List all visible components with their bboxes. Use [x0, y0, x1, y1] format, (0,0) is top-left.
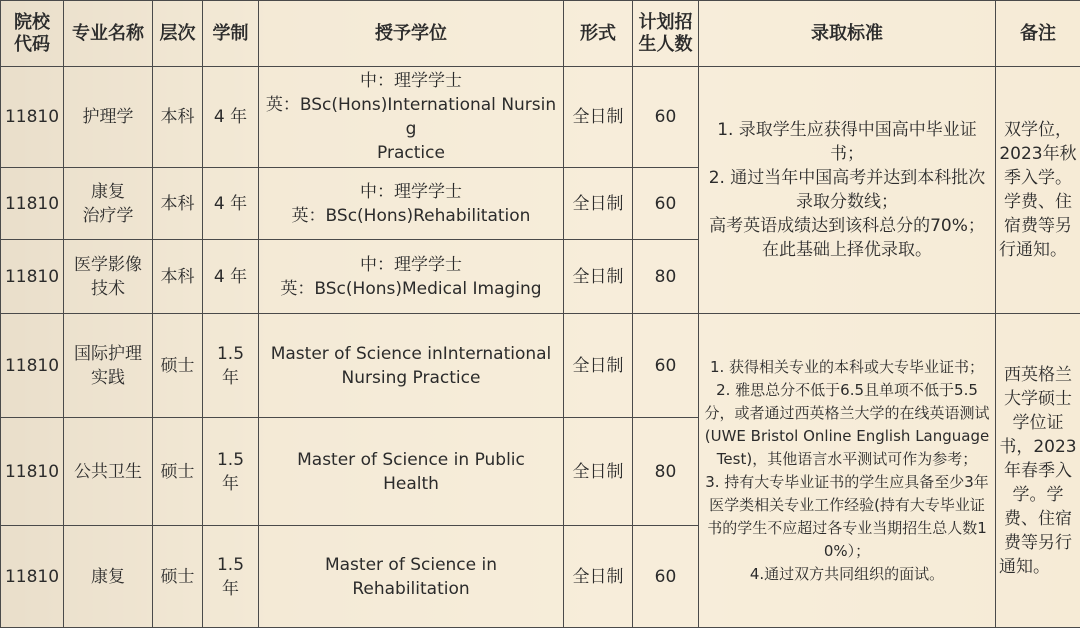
level-cell: 硕士 [153, 526, 203, 628]
table-row [1, 314, 1080, 418]
level-cell: 硕士 [153, 418, 203, 526]
school-code-cell: 11810 [1, 67, 64, 168]
mode-cell: 全日制 [564, 418, 633, 526]
major-cell: 公共卫生 [64, 418, 153, 526]
degree-cell: 中：理学学士 英：BSc(Hons)International Nursing Practice [259, 67, 564, 168]
duration-cell: 4 年 [203, 168, 259, 240]
school-code-cell: 11810 [1, 314, 64, 418]
header-level: 层次 [153, 1, 203, 67]
duration-cell: 4 年 [203, 240, 259, 314]
level-cell: 本科 [153, 240, 203, 314]
major-cell: 国际护理 实践 [64, 314, 153, 418]
mode-cell: 全日制 [564, 168, 633, 240]
major-cell: 护理学 [64, 67, 153, 168]
mode-cell: 全日制 [564, 240, 633, 314]
quota-cell: 60 [633, 168, 699, 240]
mode-cell: 全日制 [564, 526, 633, 628]
school-code-cell: 11810 [1, 240, 64, 314]
level-cell: 本科 [153, 67, 203, 168]
major-cell: 医学影像 技术 [64, 240, 153, 314]
header-criteria: 录取标准 [699, 1, 996, 67]
duration-cell: 1.5 年 [203, 526, 259, 628]
level-cell: 本科 [153, 168, 203, 240]
degree-cell: 中：理学学士 英：BSc(Hons)Rehabilitation [259, 168, 564, 240]
header-duration: 学制 [203, 1, 259, 67]
quota-cell: 60 [633, 526, 699, 628]
school-code-cell: 11810 [1, 418, 64, 526]
degree-cell: 中：理学学士 英：BSc(Hons)Medical Imaging [259, 240, 564, 314]
header-remark: 备注 [996, 1, 1080, 67]
mode-cell: 全日制 [564, 314, 633, 418]
header-school-code: 院校 代码 [1, 1, 64, 67]
major-cell: 康复 治疗学 [64, 168, 153, 240]
header-major: 专业名称 [64, 1, 153, 67]
major-cell: 康复 [64, 526, 153, 628]
quota-cell: 80 [633, 418, 699, 526]
quota-cell: 60 [633, 67, 699, 168]
level-cell: 硕士 [153, 314, 203, 418]
criteria-undergrad-cell: 1. 录取学生应获得中国高中毕业证书； 2. 通过当年中国高考并达到本科批次录取分数线； 高考英语成绩达到该科总分的70%； 在此基础上择优录取。 [699, 67, 996, 314]
duration-cell: 1.5 年 [203, 314, 259, 418]
duration-cell: 4 年 [203, 67, 259, 168]
quota-cell: 80 [633, 240, 699, 314]
degree-cell: Master of Science in Rehabilitation [259, 526, 564, 628]
header-degree: 授予学位 [259, 1, 564, 67]
header-row [1, 1, 1080, 67]
remark-undergrad-cell: 双学位，2023年秋季入学。学费、住宿费等另行通知。 [996, 67, 1080, 314]
mode-cell: 全日制 [564, 67, 633, 168]
remark-master-cell: 西英格兰大学硕士学位证书，2023年春季入学。学费、住宿费等另行通知。 [996, 314, 1080, 628]
school-code-cell: 11810 [1, 526, 64, 628]
header-mode: 形式 [564, 1, 633, 67]
criteria-master-cell: 1. 获得相关专业的本科或大专毕业证书； 2. 雅思总分不低于6.5且单项不低于5.5分，或者通过西英格兰大学的在线英语测试(UWE Bristol Online English Language Test)，其他语言水平测试可作为参考； 3. 持有大专毕业证书的学生应具备至少3年医学类相关专业工作经验(持有大专毕业证书的学生不应超过各专业当期招生总人数10%）； 4.通过双方共同组织的面试。 [699, 314, 996, 628]
degree-cell: Master of Science in Public Health [259, 418, 564, 526]
table-row [1, 67, 1080, 168]
degree-cell: Master of Science inInternational Nursing Practice [259, 314, 564, 418]
quota-cell: 60 [633, 314, 699, 418]
header-quota: 计划招 生人数 [633, 1, 699, 67]
school-code-cell: 11810 [1, 168, 64, 240]
duration-cell: 1.5 年 [203, 418, 259, 526]
